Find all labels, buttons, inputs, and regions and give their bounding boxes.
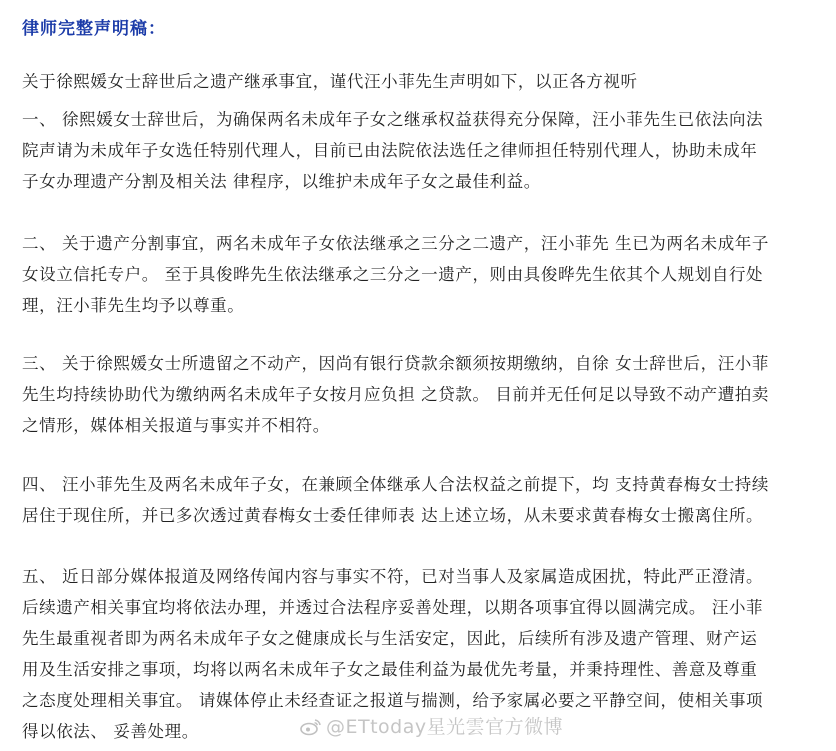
section-line: 四、 汪小菲先生及两名未成年子女，在兼顾全体继承人合法权益之前提下，均 支持黄春梅女士持续 xyxy=(22,475,769,494)
intro-line: 关于徐熙媛女士辞世后之遗产继承事宜，谨代汪小菲先生声明如下，以正各方视听 xyxy=(22,72,638,91)
page-title: 律师完整声明稿： xyxy=(22,19,166,39)
section-line: 之态度处理相关事宜。 请媒体停止未经查证之报道与揣测，给予家属必要之平静空间，使相关事项 xyxy=(22,691,764,710)
watermark-text: @ETtoday星光雲官方微博 xyxy=(326,716,564,738)
section-line: 子女办理遗产分割及相关法 律程序，以维护未成年子女之最佳利益。 xyxy=(22,172,541,191)
section-3 xyxy=(22,348,822,441)
intro-paragraph xyxy=(22,66,822,97)
section-line: 理，汪小菲先生均予以尊重。 xyxy=(22,296,245,315)
section-4 xyxy=(22,469,822,531)
section-line: 得以依法、 妥善处理。 xyxy=(22,722,199,741)
section-line: 院声请为未成年子女选任特别代理人，目前已由法院依法选任之律师担任特别代理人，协助未成年 xyxy=(22,141,758,160)
section-line: 三、 关于徐熙媛女士所遗留之不动产，因尚有银行贷款余额须按期缴纳，自徐 女士辞世后，汪小菲 xyxy=(22,354,769,373)
section-line: 五、 近日部分媒体报道及网络传闻内容与事实不符，已对当事人及家属造成困扰，特此严正澄清。 xyxy=(22,567,764,586)
section-2 xyxy=(22,228,822,321)
section-line: 先生最重视者即为两名未成年子女之健康成长与生活安定，因此，后续所有涉及遗产管理、财产运 xyxy=(22,629,758,648)
section-line: 先生均持续协助代为缴纳两名未成年子女按月应负担 之贷款。 目前并无任何足以导致不动产遭拍卖 xyxy=(22,385,769,404)
section-1 xyxy=(22,104,822,197)
section-line: 一、 徐熙媛女士辞世后，为确保两名未成年子女之继承权益获得充分保障，汪小菲先生已依法向法 xyxy=(22,110,764,129)
section-line: 之情形，媒体相关报道与事实并不相符。 xyxy=(22,416,330,435)
section-line: 后续遗产相关事宜均将依法办理，并透过合法程序妥善处理，以期各项事宜得以圆满完成。 汪小菲 xyxy=(22,598,764,617)
watermark xyxy=(300,712,563,739)
section-line: 居住于现住所，并已多次透过黄春梅女士委任律师表 达上述立场，从未要求黄春梅女士搬离住所。 xyxy=(22,506,764,525)
section-line: 用及生活安排之事项，均将以两名未成年子女之最佳利益为最优先考量，并秉持理性、善意及尊重 xyxy=(22,660,758,679)
weibo-icon xyxy=(300,718,322,736)
section-line: 女设立信托专户。 至于具俊晔先生依法继承之三分之一遗产，则由具俊晔先生依其个人规划自行处 xyxy=(22,265,764,284)
section-line: 二、 关于遗产分割事宜，两名未成年子女依法继承之三分之二遗产，汪小菲先 生已为两名未成年子 xyxy=(22,234,769,253)
